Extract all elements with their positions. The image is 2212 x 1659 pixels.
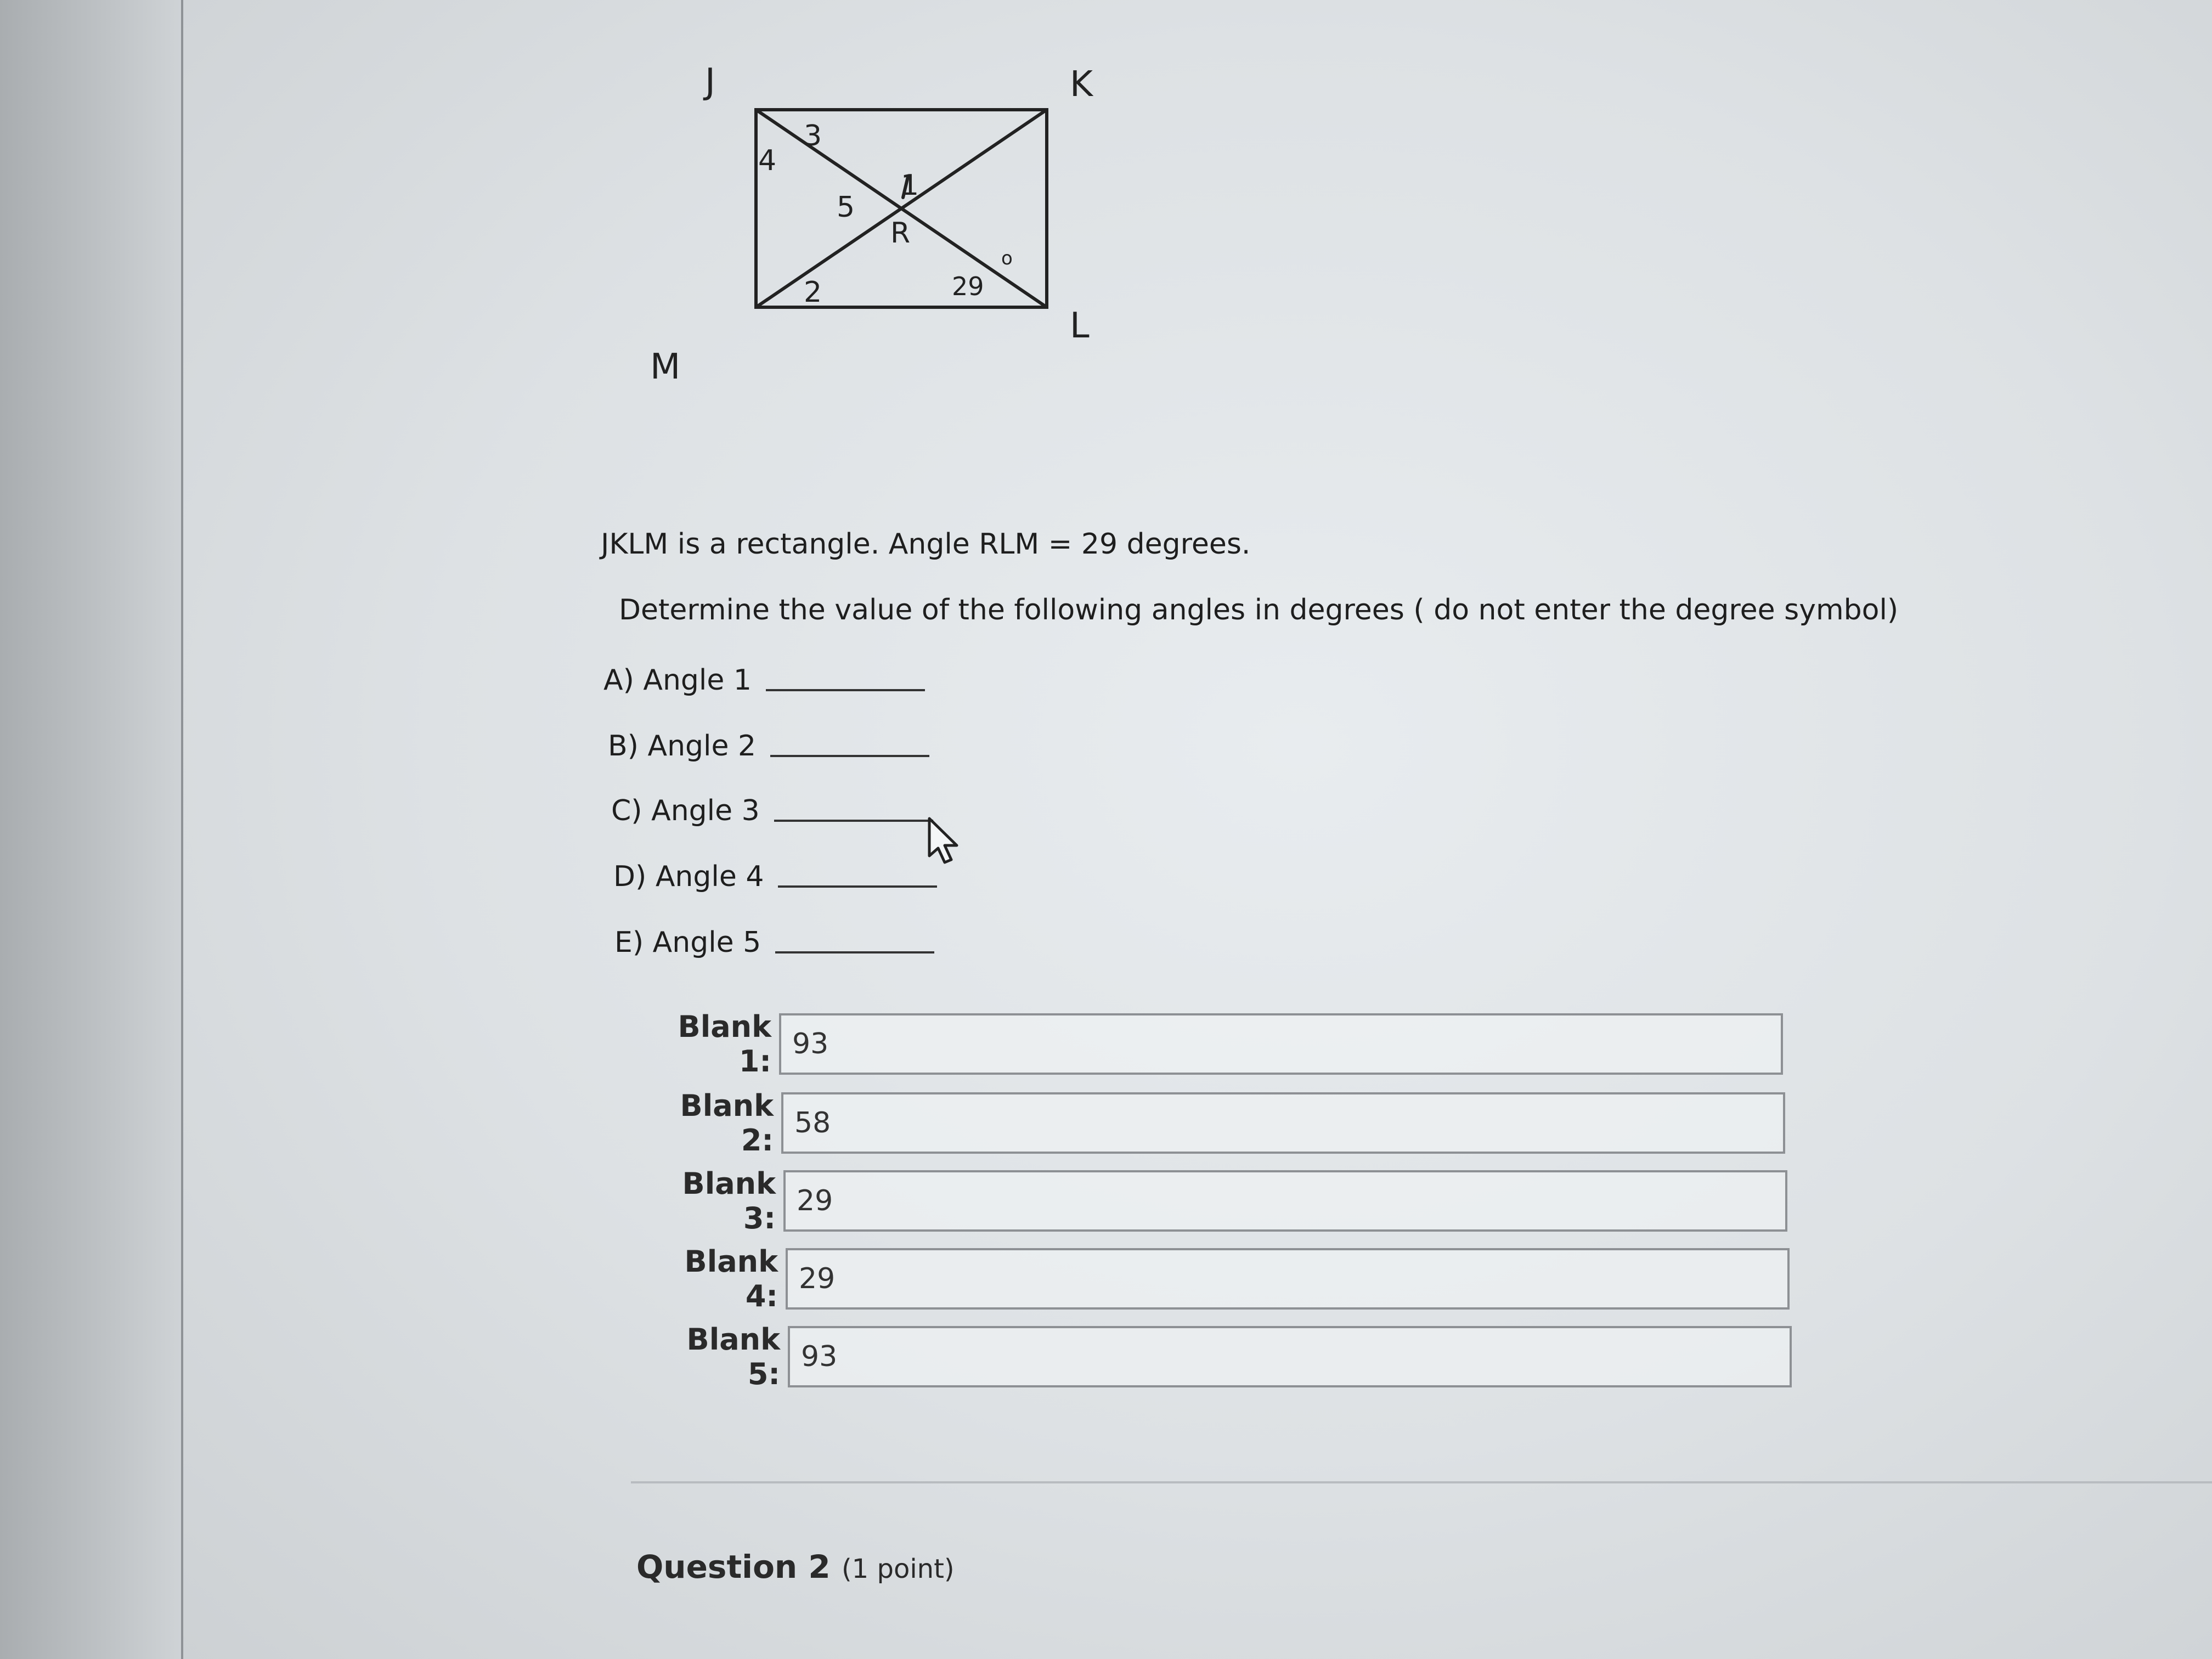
angle-item-1 [603,664,925,697]
given-angle-label: 29 [952,272,984,301]
blank-1-input[interactable] [779,1013,1783,1075]
angle-label-5: 5 [837,191,855,224]
answer-underline [774,820,933,822]
angle-item-2 [608,730,929,763]
degree-mark: o [1001,247,1013,269]
vertex-label-l: L [1070,306,1090,346]
blank-row-1 [645,1009,1783,1079]
angle-item-4 [613,860,937,893]
blank-row-4 [652,1244,1790,1313]
blank-row-3 [650,1166,1787,1235]
question-2-heading [636,1548,955,1585]
angle-label-1: 1 [901,169,919,202]
vertex-label-k: K [1070,64,1093,105]
angle-label: C) Angle 3 [611,794,760,827]
angle-label: A) Angle 1 [603,664,752,697]
blank-5-input[interactable] [788,1326,1792,1387]
question-divider [631,1481,2212,1483]
blank-row-2 [647,1088,1785,1158]
answer-underline [766,689,925,691]
answer-underline [775,951,934,953]
rectangle-diagram [631,33,1152,406]
angle-item-5 [614,926,934,959]
blank-2-input[interactable] [781,1092,1785,1154]
question-instruction: Determine the value of the following angles in degrees ( do not enter the degree symbol) [619,594,1899,627]
blank-label: Blank 5: [686,1322,780,1391]
blank-4-input[interactable] [786,1248,1790,1310]
answer-underline [770,755,929,757]
angle-label: E) Angle 5 [614,926,761,959]
angle-label: D) Angle 4 [613,860,764,893]
left-margin-strip [0,0,183,1659]
blank-row-5 [654,1322,1792,1391]
blank-label: Blank 1: [678,1009,771,1079]
angle-label: B) Angle 2 [608,730,757,763]
blank-label: Blank 3: [682,1166,776,1235]
answer-underline [778,885,937,888]
question-given: JKLM is a rectangle. Angle RLM = 29 degrees. [601,528,1251,561]
blank-label: Blank 4: [684,1244,778,1313]
angle-item-3 [611,794,933,827]
blank-label: Blank 2: [680,1088,774,1158]
quiz-page [183,0,2212,1659]
center-label-r: R [890,217,911,250]
mouse-cursor-icon [926,816,964,866]
vertex-label-j: J [705,61,715,102]
question-2-points: (1 point) [841,1554,955,1584]
vertex-label-m: M [650,347,681,387]
angle-label-4: 4 [758,144,777,177]
blank-3-input[interactable] [783,1170,1787,1232]
angle-label-3: 3 [804,120,822,153]
angle-label-2: 2 [804,276,822,309]
question-2-title: Question 2 [636,1548,831,1585]
